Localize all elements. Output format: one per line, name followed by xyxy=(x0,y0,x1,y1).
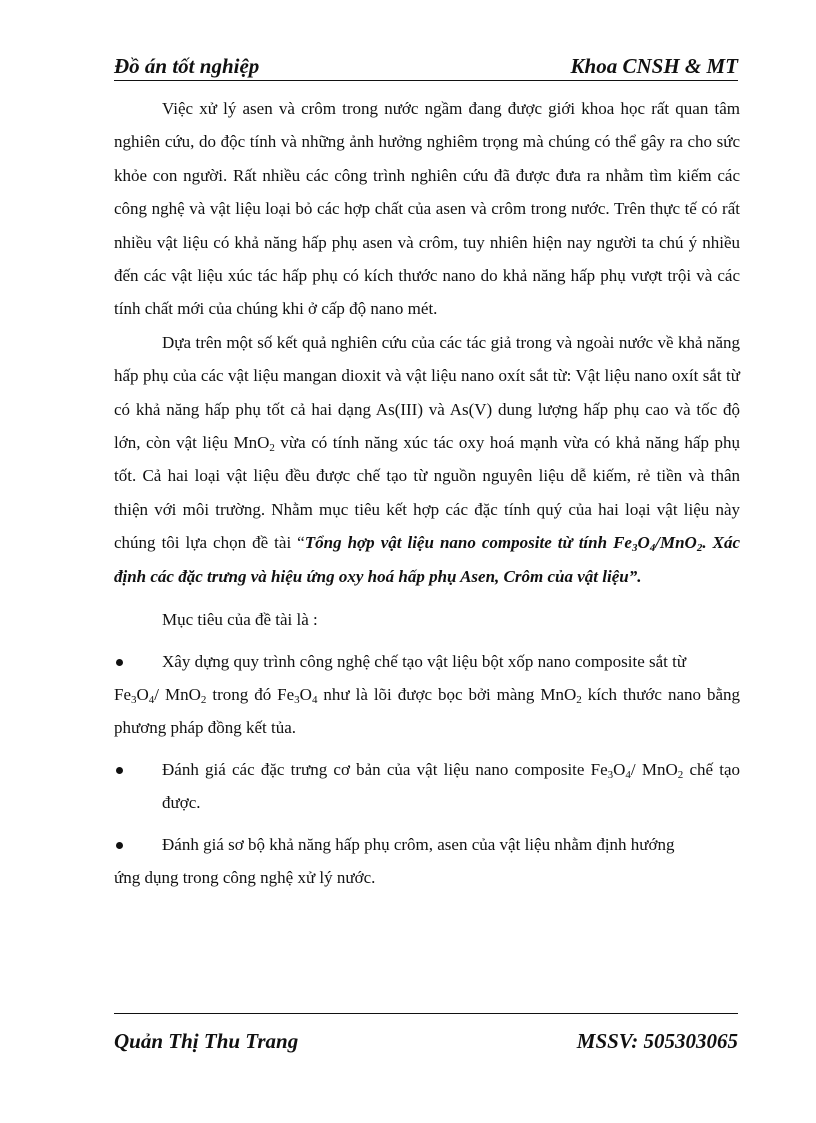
text: / MnO xyxy=(630,759,678,779)
bullet-icon xyxy=(114,753,162,786)
header-faculty: Khoa CNSH & MT xyxy=(570,54,738,78)
footer-divider xyxy=(114,1013,738,1014)
subscript: 4 xyxy=(311,693,318,706)
bullet-icon xyxy=(114,828,162,861)
subscript: 3 xyxy=(607,768,614,781)
paragraph-text: Dựa trên một số kết quả nghiên cứu của các tác giả trong và ngoài nước về khả năng hấp phụ của các vật liệu mangan dioxit và vật liệu nano oxít sắt từ: Vật liệu nano oxít sắt từ có khả năng hấp phụ tốt cả hai dạng As(III) và As(V) dung lượng hấp phụ cao và tốc độ lớn, còn vật liệu MnO xyxy=(114,332,740,453)
subscript: 3 xyxy=(294,693,300,706)
subscript: 3 xyxy=(631,542,638,555)
paragraph-text: vừa có tính năng xúc tác oxy hoá mạnh vừa có khả năng hấp phụ tốt. Cả hai loại vật liệu đều được chế tạo từ nguồn nguyên liệu dễ kiếm, rẻ tiền và thân thiện với môi trường. Nhằm mục tiêu kết hợp các đặc tính quý của hai loại vật liệu này chúng tôi lựa chọn đề tài “ xyxy=(114,433,740,553)
subscript: 2 xyxy=(576,693,582,706)
text: trong đó Fe xyxy=(206,684,295,704)
page-header xyxy=(114,50,738,81)
text: O xyxy=(136,684,149,704)
text: Fe xyxy=(114,684,131,704)
header-thesis-title: Đồ án tốt nghiệp xyxy=(114,54,260,78)
paragraph-intro: Việc xử lý asen và crôm trong nước ngầm đang được giới khoa học rất quan tâm nghiên cứu, do độc tính và những ảnh hưởng nghiêm trọng mà chúng có thể gây ra cho sức khỏe con người. Rất nhiều các công trình nghiên cứu đã được đưa ra nhằm tìm kiếm các công nghệ và vật liệu loại bỏ các hợp chất của asen và crôm trong nước. Trên thực tế có rất nhiều vật liệu có khả năng hấp phụ asen và crôm, tuy nhiên hiện nay người ta chú ý nhiều đến các vật liệu xúc tác hấp phụ có kích thước nano do khả năng hấp phụ vượt trội và các tính chất mới của chúng khi ở cấp độ nano mét. xyxy=(114,99,740,319)
bullet-icon xyxy=(114,645,162,678)
subscript: 2 xyxy=(696,542,703,555)
paragraph-research-basis xyxy=(114,326,740,593)
page-footer xyxy=(114,1027,738,1055)
subscript: 3 xyxy=(131,693,137,706)
title-text: /MnO xyxy=(655,533,697,553)
bullet-text xyxy=(162,753,740,820)
list-item xyxy=(114,828,740,861)
bullet-text: Xây dựng quy trình công nghệ chế tạo vật liệu bột xốp nano composite sắt từ xyxy=(162,651,687,671)
text: chế tạo được. xyxy=(162,759,741,813)
footer-author: Quản Thị Thu Trang xyxy=(114,1029,299,1053)
text: như là lõi được bọc bởi màng MnO xyxy=(317,684,577,704)
title-text: ”. xyxy=(628,566,642,586)
subscript: 4 xyxy=(148,693,155,706)
subscript: 4 xyxy=(625,768,631,781)
subscript: 2 xyxy=(269,442,275,455)
document-body xyxy=(114,92,740,894)
subscript: 2 xyxy=(677,768,684,781)
title-text: Tổng hợp vật liệu nano composite từ tính Fe xyxy=(304,533,632,553)
subscript: 4 xyxy=(649,542,656,555)
subscript: 2 xyxy=(200,693,207,706)
text: kích thước nano bằng phương pháp đồng kết tủa. xyxy=(114,684,740,738)
list-item xyxy=(114,753,740,820)
text: Đánh giá các đặc trưng cơ bản của vật liệu nano composite Fe xyxy=(162,759,608,779)
text: / MnO xyxy=(154,684,201,704)
list-item xyxy=(114,645,740,678)
paragraph-objectives-heading: Mục tiêu của đề tài là : xyxy=(162,610,318,630)
title-text: . Xác định các đặc trưng và hiệu ứng oxy hoá hấp phụ Asen, Crôm của vật liệu xyxy=(114,533,740,586)
bullet-continuation xyxy=(114,678,740,745)
text: O xyxy=(613,759,626,779)
bullet-text: Đánh giá sơ bộ khả năng hấp phụ crôm, asen của vật liệu nhằm định hướng xyxy=(162,834,675,854)
footer-student-id: MSSV: 505303065 xyxy=(576,1029,738,1053)
bullet-continuation: ứng dụng trong công nghệ xử lý nước. xyxy=(114,867,376,887)
title-text: O xyxy=(637,533,650,553)
text: O xyxy=(299,684,312,704)
